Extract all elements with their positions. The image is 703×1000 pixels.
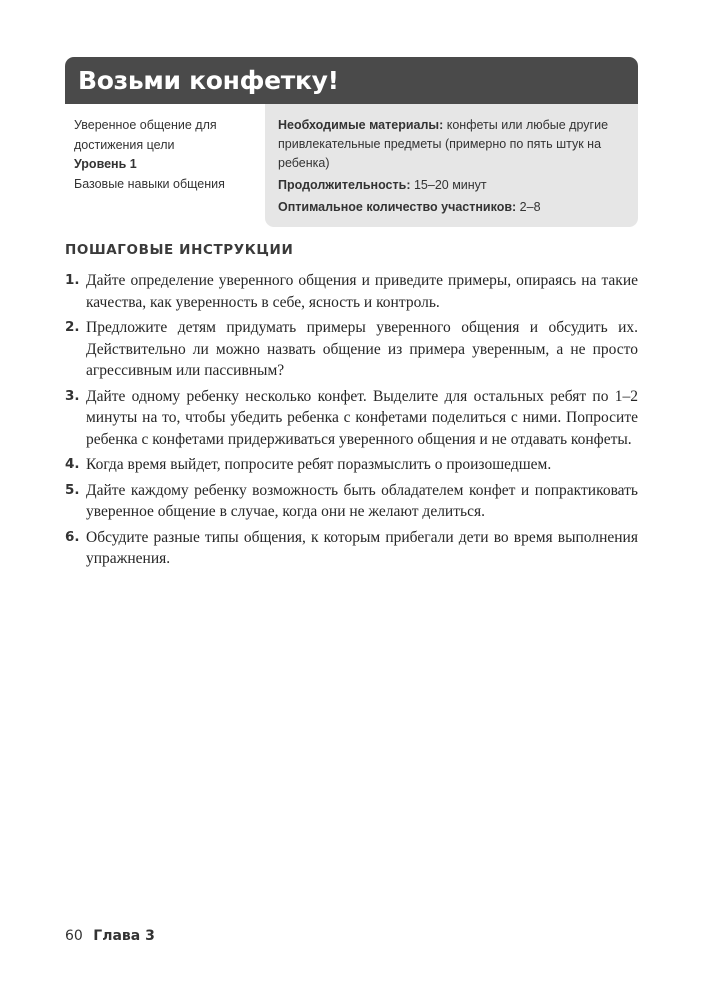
- page-footer: [65, 928, 155, 944]
- instruction-step: [65, 386, 638, 451]
- instruction-step: [65, 480, 638, 523]
- step-text: Дайте каждому ребенку возможность быть обладателем конфет и попрактиковать уверенное общение в случае, когда они не желают делиться.: [86, 481, 638, 520]
- duration-value: 15–20 минут: [413, 178, 487, 192]
- step-number: 5.: [65, 481, 80, 498]
- page-number: 60: [65, 928, 83, 944]
- step-text: Когда время выйдет, попросите ребят поразмыслить о произошедшем.: [86, 456, 552, 473]
- instructions-list: [65, 270, 638, 574]
- materials-line: [278, 116, 628, 173]
- level-label: Уровень 1: [74, 157, 137, 171]
- step-text: Дайте одному ребенку несколько конфет. Выделите для остальных ребят по 1–2 минуты на то, чтобы убедить ребенка с конфетами поделиться с ними. Попросите ребенка с конфетами придерживаться уверенного общения и не отдавать конфеты.: [86, 387, 638, 448]
- chapter-label: Глава 3: [93, 928, 155, 944]
- page-title: Возьми конфетку!: [78, 66, 339, 95]
- activity-details-box: [265, 104, 638, 227]
- participants-line: [278, 198, 628, 217]
- step-number: 4.: [65, 456, 80, 472]
- duration-label: Продолжительность:: [278, 178, 411, 192]
- step-text: Дайте определение уверенного общения и приведите примеры, опираясь на такие качества, как уверенность в себе, ясность и контроль.: [86, 272, 638, 311]
- instruction-step: [65, 270, 638, 313]
- step-number: 3.: [65, 387, 80, 404]
- step-number: 6.: [65, 528, 80, 545]
- activity-summary: [74, 116, 259, 194]
- step-text: Предложите детям придумать примеры уверенного общения и обсудить их. Действительно ли можно назвать общение из примера уверенным, а не просто агрессивным или пассивным?: [86, 319, 638, 379]
- instruction-step: [65, 454, 638, 476]
- instructions-heading: ПОШАГОВЫЕ ИНСТРУКЦИИ: [65, 242, 294, 258]
- duration-line: [278, 176, 628, 195]
- participants-label: Оптимальное количество участников:: [278, 200, 517, 214]
- step-number: 2.: [65, 319, 80, 335]
- instruction-step: [65, 317, 638, 382]
- level-description: Базовые навыки общения: [74, 176, 225, 191]
- participants-value: 2–8: [519, 200, 541, 214]
- step-text: Обсудите разные типы общения, к которым прибегали дети во время выполнения упражнения.: [86, 528, 638, 567]
- instruction-step: [65, 527, 638, 570]
- materials-value: конфеты или любые другие привлекательные предметы (примерно по пять штук на ребенка): [278, 118, 609, 170]
- title-bar: [65, 57, 638, 104]
- materials-label: Необходимые материалы:: [278, 118, 444, 132]
- step-number: 1.: [65, 272, 80, 288]
- activity-goal: Уверенное общение для достижения цели: [74, 118, 217, 152]
